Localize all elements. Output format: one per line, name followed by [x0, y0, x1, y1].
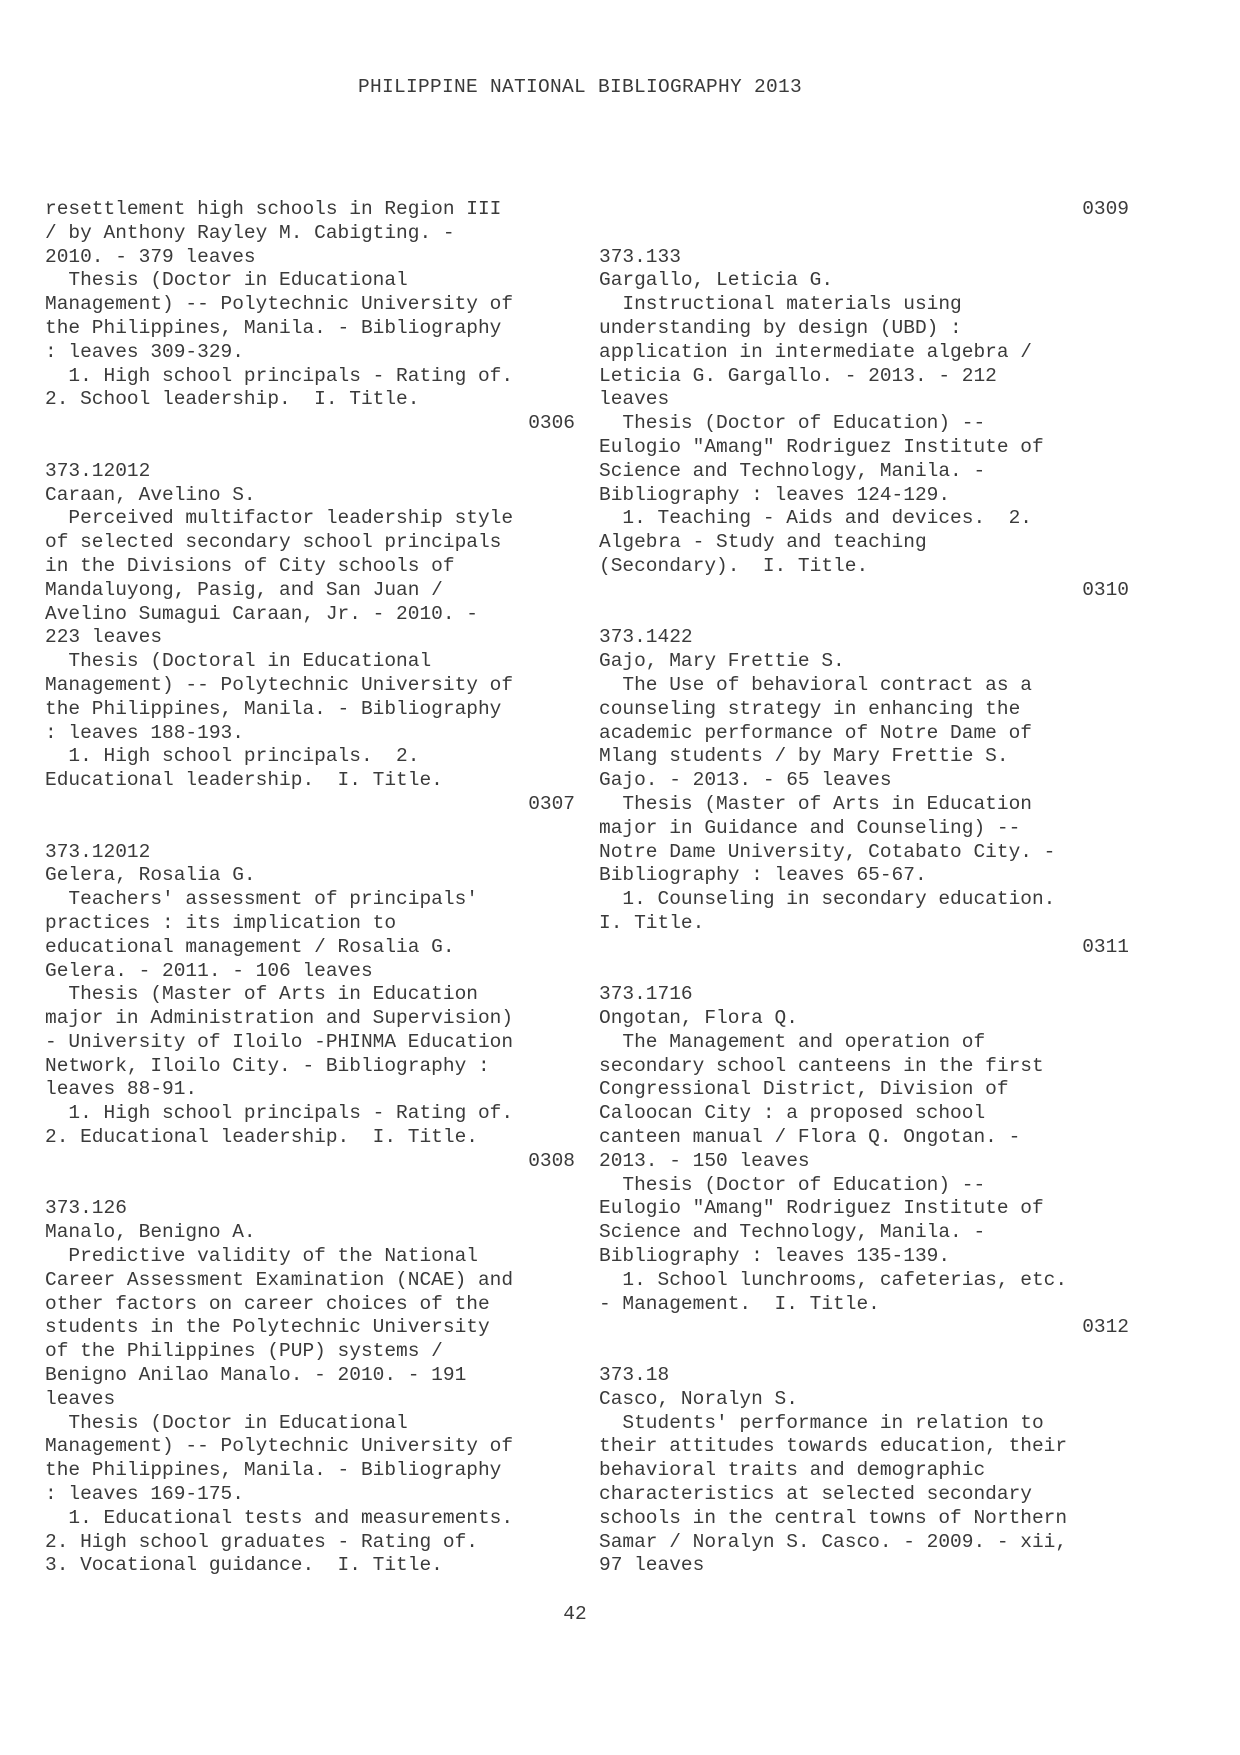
right-column [599, 198, 1129, 1578]
entry-text-line: The Management and operation of [599, 1030, 986, 1053]
entry-text-line: leaves [45, 1387, 116, 1410]
entry-text-line: the Philippines, Manila. - Bibliography [45, 316, 502, 339]
entry-text-line: major in Administration and Supervision) [45, 1007, 514, 1030]
entry-text-line: Perceived multifactor leadership style [45, 507, 514, 530]
entry-text-line: Thesis (Doctor in Educational [45, 269, 408, 292]
entry-text-line: Bibliography : leaves 124-129. [599, 483, 951, 506]
entry-text-line: Thesis (Doctor of Education) -- [599, 412, 986, 435]
bibliography-entry [599, 246, 1129, 603]
entry-text-line: Thesis (Doctor of Education) -- [599, 1173, 986, 1196]
entry-author: Gajo, Mary Frettie S. [599, 650, 845, 673]
entry-text-line: counseling strategy in enhancing the [599, 697, 1021, 720]
entry-text-line: characteristics at selected secondary [599, 1483, 1032, 1506]
left-column [45, 198, 575, 1578]
entry-author: Manalo, Benigno A. [45, 1221, 256, 1244]
entry-spacer [599, 603, 1129, 627]
entry-text-line: 2. School leadership. I. Title. [45, 388, 420, 411]
entry-text-line: 97 leaves [599, 1554, 705, 1577]
entry-text-line: The Use of behavioral contract as a [599, 673, 1032, 696]
entry-text-line: 2013. - 150 leaves [599, 1149, 810, 1172]
entry-text-line: : leaves 188-193. [45, 721, 244, 744]
entry-text-line: Caloocan City : a proposed school [599, 1102, 986, 1125]
entry-text-line: educational management / Rosalia G. [45, 935, 455, 958]
entry-text-line: Educational leadership. I. Title. [45, 769, 443, 792]
entry-text-line: Science and Technology, Manila. - [599, 1221, 986, 1244]
entry-author: Caraan, Avelino S. [45, 483, 256, 506]
entry-text-line: Management) -- Polytechnic University of [45, 1435, 514, 1458]
entry-text-line: 1. High school principals - Rating of. [45, 1102, 514, 1125]
entry-text-line: the Philippines, Manila. - Bibliography [45, 697, 502, 720]
entry-spacer [599, 222, 1129, 246]
entry-text-line: : leaves 169-175. [45, 1483, 244, 1506]
entry-text-line: Instructional materials using [599, 293, 962, 316]
entry-text-line: Eulogio "Amang" Rodriguez Institute of [599, 1197, 1044, 1220]
entry-author: Gargallo, Leticia G. [599, 269, 834, 292]
entry-text-line: I. Title. [599, 911, 705, 934]
entry-text-line: 1. High school principals - Rating of. [45, 364, 514, 387]
entry-text-line: Bibliography : leaves 135-139. [599, 1245, 951, 1268]
entry-text-line: Benigno Anilao Manalo. - 2010. - 191 [45, 1364, 467, 1387]
entry-text-line: students in the Polytechnic University [45, 1316, 490, 1339]
entry-text-line: secondary school canteens in the first [599, 1054, 1044, 1077]
entry-text-line: of selected secondary school principals [45, 531, 502, 554]
call-number: 373.133 [599, 245, 681, 268]
bibliography-entry [599, 198, 1129, 222]
bibliography-entry [599, 983, 1129, 1340]
entry-text-line: of the Philippines (PUP) systems / [45, 1340, 443, 1363]
entry-text-line: major in Guidance and Counseling) -- [599, 816, 1021, 839]
entry-text-line: Mlang students / by Mary Frettie S. [599, 745, 1009, 768]
bibliography-entry [45, 198, 575, 436]
entry-text-line: Thesis (Master of Arts in Education [45, 983, 478, 1006]
entry-text-line: Career Assessment Examination (NCAE) and [45, 1268, 514, 1291]
entry-author: Gelera, Rosalia G. [45, 864, 256, 887]
entry-text-line: Leticia G. Gargallo. - 2013. - 212 [599, 364, 997, 387]
entry-text-line: Algebra - Study and teaching [599, 531, 927, 554]
page-number: 42 [563, 1603, 587, 1625]
entry-text-line: 1. Teaching - Aids and devices. 2. [599, 507, 1032, 530]
entry-text-line: Samar / Noralyn S. Casco. - 2009. - xii, [599, 1530, 1068, 1553]
call-number: 373.126 [45, 1197, 127, 1220]
entry-spacer [45, 817, 575, 841]
entry-text-line: behavioral traits and demographic [599, 1459, 986, 1482]
entry-text-line: 1. High school principals. 2. [45, 745, 420, 768]
bibliography-entry [599, 1364, 1129, 1578]
entry-text-line: Bibliography : leaves 65-67. [599, 864, 927, 887]
entry-text-line: application in intermediate algebra / [599, 340, 1032, 363]
entry-text-line: - Management. I. Title. [599, 1292, 880, 1315]
entry-text-line: / by Anthony Rayley M. Cabigting. - [45, 221, 455, 244]
entry-text-line: Congressional District, Division of [599, 1078, 1009, 1101]
entry-number: 0307 [528, 792, 575, 815]
entry-text-line: Thesis (Doctoral in Educational [45, 650, 432, 673]
entry-text-line: 3. Vocational guidance. I. Title. [45, 1554, 443, 1577]
entry-text-line: 1. Educational tests and measurements. [45, 1506, 514, 1529]
entry-text-line: Eulogio "Amang" Rodriguez Institute of [599, 435, 1044, 458]
entry-text-line: academic performance of Notre Dame of [599, 721, 1032, 744]
entry-number: 0312 [1082, 1316, 1129, 1339]
entry-text-line: Teachers' assessment of principals' [45, 888, 478, 911]
bibliography-entry [599, 626, 1129, 959]
entry-number: 0308 [528, 1149, 575, 1172]
entry-text-line: Students' performance in relation to [599, 1411, 1044, 1434]
entry-text-line: their attitudes towards education, their [599, 1435, 1068, 1458]
entry-text-line: Predictive validity of the National [45, 1245, 478, 1268]
entry-text-line: practices : its implication to [45, 911, 397, 934]
entry-text-line: Science and Technology, Manila. - [599, 459, 986, 482]
entry-text-line: understanding by design (UBD) : [599, 316, 962, 339]
call-number: 373.1716 [599, 983, 693, 1006]
entry-spacer [599, 1340, 1129, 1364]
entry-text-line: Thesis (Doctor in Educational [45, 1411, 408, 1434]
entry-number: 0311 [1082, 935, 1129, 958]
call-number: 373.1422 [599, 626, 693, 649]
call-number: 373.18 [599, 1364, 670, 1387]
entry-text-line: 2. Educational leadership. I. Title. [45, 1126, 478, 1149]
entry-spacer [45, 1174, 575, 1198]
entry-text-line: 2010. - 379 leaves [45, 245, 256, 268]
entry-text-line: 1. Counseling in secondary education. [599, 888, 1056, 911]
entry-text-line: in the Divisions of City schools of [45, 554, 455, 577]
entry-number: 0306 [528, 412, 575, 435]
entry-text-line: (Secondary). I. Title. [599, 554, 869, 577]
entry-number: 0309 [1082, 198, 1129, 220]
page-header: PHILIPPINE NATIONAL BIBLIOGRAPHY 2013 [357, 76, 803, 98]
entry-text-line: other factors on career choices of the [45, 1292, 490, 1315]
entry-author: Ongotan, Flora Q. [599, 1007, 798, 1030]
entry-text-line: Management) -- Polytechnic University of [45, 673, 514, 696]
entry-text-line: the Philippines, Manila. - Bibliography [45, 1459, 502, 1482]
entry-number: 0310 [1082, 578, 1129, 601]
entry-text-line: - University of Iloilo -PHINMA Education [45, 1030, 514, 1053]
call-number: 373.12012 [45, 459, 151, 482]
entry-text-line: Thesis (Master of Arts in Education [599, 792, 1032, 815]
bibliography-entry [45, 841, 575, 1174]
entry-text-line: Gelera. - 2011. - 106 leaves [45, 959, 373, 982]
entry-text-line: Management) -- Polytechnic University of [45, 293, 514, 316]
entry-text-line: 223 leaves [45, 626, 163, 649]
bibliography-entry [45, 1197, 575, 1578]
entry-text-line: Avelino Sumagui Caraan, Jr. - 2010. - [45, 602, 478, 625]
entry-text-line: canteen manual / Flora Q. Ongotan. - [599, 1126, 1021, 1149]
entry-text-line: Mandaluyong, Pasig, and San Juan / [45, 578, 443, 601]
entry-text-line: 2. High school graduates - Rating of. [45, 1530, 478, 1553]
entry-text-line: Network, Iloilo City. - Bibliography : [45, 1054, 490, 1077]
entry-author: Casco, Noralyn S. [599, 1387, 798, 1410]
entry-spacer [45, 436, 575, 460]
entry-text-line: leaves [599, 388, 670, 411]
call-number: 373.12012 [45, 840, 151, 863]
entry-text-line: schools in the central towns of Northern [599, 1506, 1068, 1529]
entry-text-line: leaves 88-91. [45, 1078, 198, 1101]
entry-text-line: Gajo. - 2013. - 65 leaves [599, 769, 892, 792]
entry-text-line: : leaves 309-329. [45, 340, 244, 363]
bibliography-entry [45, 460, 575, 817]
entry-text-line: 1. School lunchrooms, cafeterias, etc. [599, 1268, 1068, 1291]
entry-text-line: Notre Dame University, Cotabato City. - [599, 840, 1056, 863]
entry-spacer [599, 960, 1129, 984]
entry-text-line: resettlement high schools in Region III [45, 198, 502, 220]
